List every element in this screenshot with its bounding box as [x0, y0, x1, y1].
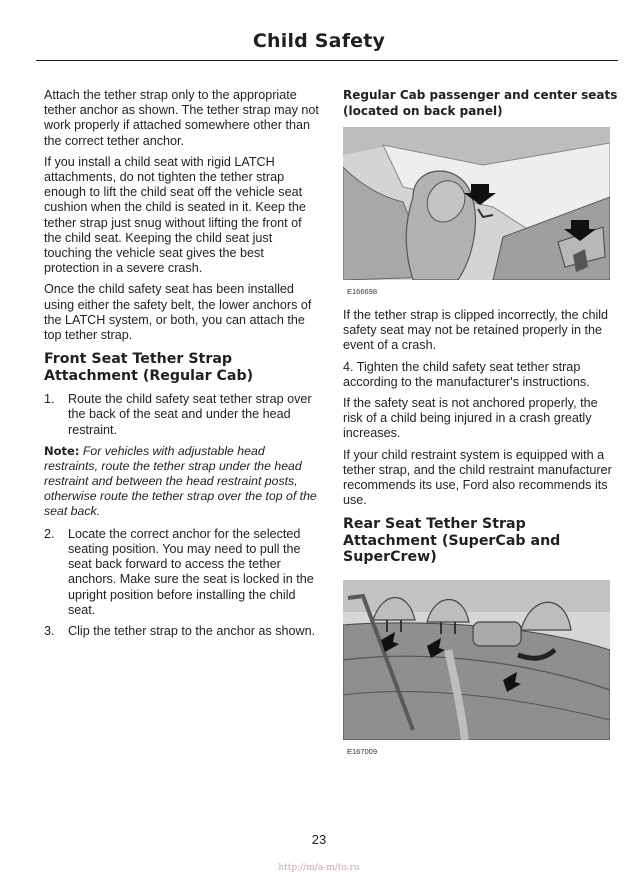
- paragraph-ford-recommends: If your child restraint system is equipped with a tether strap, and the child restraint manufacturer recommends its use, Ford also recommends its use.: [343, 447, 612, 508]
- paragraph-step-4: 4. Tighten the child safety seat tether strap according to the manufacturer's instructions.: [343, 359, 590, 389]
- figure-code: E166698: [347, 287, 378, 296]
- left-column: [44, 88, 320, 645]
- paragraph-top-tether: Once the child safety seat has been installed using either the safety belt, the lower anchors of the LATCH system, or both, you can attach the top tether strap.: [44, 282, 312, 343]
- page-number: 23: [311, 832, 327, 847]
- note-label: Note:: [44, 443, 80, 458]
- step-2: [44, 527, 320, 618]
- step-text: Clip the tether strap to the anchor as shown.: [68, 624, 316, 639]
- rear-seat-illustration: [343, 580, 610, 740]
- step-3: [44, 624, 320, 639]
- paragraph-not-anchored: If the safety seat is not anchored properly, the risk of a child being injured in a crash greatly increases.: [343, 396, 598, 441]
- step-number: 2.: [44, 526, 55, 541]
- paragraph-tether-anchor: Attach the tether strap only to the appropriate tether anchor as shown. The tether strap may not work properly if attached somewhere other than the correct tether anchor.: [44, 88, 319, 148]
- subheading-regular-cab: Regular Cab passenger and center seats (located on back panel): [343, 88, 618, 118]
- figure-regular-cab-anchors: [343, 127, 610, 285]
- heading-front-seat-tether: Front Seat Tether Strap Attachment (Regular Cab): [44, 351, 254, 384]
- page-title: Child Safety: [252, 30, 386, 52]
- regular-cab-illustration: [343, 127, 610, 280]
- step-text: Route the child safety seat tether strap over the back of the seat and under the head restraint.: [68, 392, 312, 437]
- step-text: Locate the correct anchor for the selected seating position. You may need to pull the seat back forward to access the tether anchors. Make sure the seat is locked in the upright position before installing the child seat.: [68, 526, 314, 617]
- paragraph-rigid-latch: If you install a child seat with rigid LATCH attachments, do not tighten the tether strap enough to lift the child seat off the vehicle seat cushion when the child is seated in it. Keep the tether strap just snug without lifting the front of the child seat. Keeping the child seat just touching the vehicle seat gives the best protection in a severe crash.: [44, 154, 306, 276]
- header-divider: [36, 60, 618, 61]
- figure-code: E167009: [347, 746, 378, 756]
- paragraph-clipped-incorrectly: If the tether strap is clipped incorrectly, the child safety seat may not be retained properly in the event of a crash.: [343, 308, 609, 353]
- figure-rear-seat-anchors: [343, 580, 610, 745]
- right-column: [343, 88, 618, 768]
- step-1: [44, 392, 320, 438]
- note: [44, 444, 320, 519]
- step-number: 1.: [44, 392, 55, 407]
- step-number: 3.: [44, 624, 55, 639]
- source-url: http://m/a-m/to.ru: [278, 863, 360, 873]
- heading-rear-seat-tether: Rear Seat Tether Strap Attachment (SuperCab and SuperCrew): [343, 516, 561, 566]
- note-text: For vehicles with adjustable head restraints, route the tether strap under the head restraint and between the head restraint posts, otherwise route the tether strap over the top of the seat back.: [44, 443, 317, 518]
